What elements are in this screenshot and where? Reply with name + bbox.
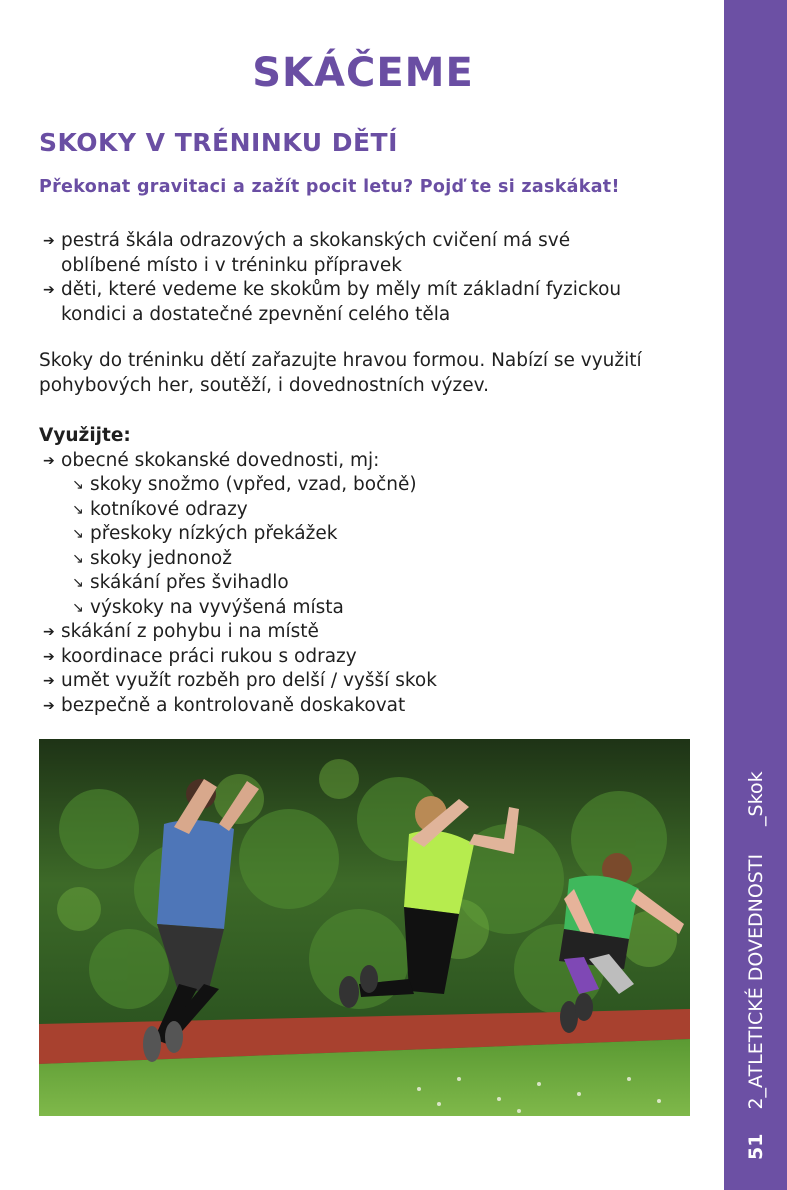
page-title: SKÁČEME bbox=[252, 50, 474, 96]
arrow-right-icon: ➔ bbox=[43, 233, 55, 249]
sub-list-item bbox=[39, 571, 709, 596]
arrow-right-icon: ➔ bbox=[43, 452, 55, 469]
arrow-down-right-icon: ↘ bbox=[72, 550, 84, 567]
sub-list-item-text: kotníkové odrazy bbox=[90, 498, 248, 520]
sub-list-item bbox=[39, 522, 709, 547]
subtitle: Překonat gravitaci a zažít pocit letu? Pojď te si zaskákat! bbox=[39, 177, 620, 197]
list-item-text: skákání z pohybu i na místě bbox=[61, 621, 319, 642]
sub-list-item bbox=[39, 473, 709, 498]
list-item bbox=[39, 645, 709, 670]
arrow-right-icon: ➔ bbox=[43, 624, 55, 640]
arrow-down-right-icon: ↘ bbox=[72, 575, 84, 591]
list-item bbox=[39, 620, 709, 645]
list-item-continuation: kondici a dostatečné zpevnění celého těla bbox=[61, 303, 451, 325]
list-item-text: bezpečně a kontrolovaně doskakovat bbox=[61, 694, 406, 716]
arrow-down-right-icon: ↘ bbox=[72, 501, 84, 518]
arrow-down-right-icon: ↘ bbox=[72, 526, 84, 542]
arrow-right-icon: ➔ bbox=[43, 648, 55, 665]
use-heading: Využijte: bbox=[39, 425, 131, 446]
list-item bbox=[39, 229, 709, 254]
sub-list-item-text: výskoky na vyvýšená místa bbox=[90, 596, 344, 618]
photo-illustration bbox=[39, 739, 690, 1116]
list-item bbox=[39, 278, 709, 303]
list-item-text: pestrá škála odrazových a skokanských cvičení má své bbox=[61, 230, 571, 251]
list-item bbox=[39, 449, 709, 474]
sub-list-item-text: přeskoky nízkých překážek bbox=[90, 523, 338, 544]
sub-list-item bbox=[39, 547, 709, 572]
page-number: 51 bbox=[745, 1133, 767, 1160]
arrow-right-icon: ➔ bbox=[43, 673, 55, 689]
list-item bbox=[39, 694, 709, 719]
sub-list-item-text: skoky snožmo (vpřed, vzad, bočně) bbox=[90, 474, 417, 495]
list-item-text: koordinace práci rukou s odrazy bbox=[61, 645, 357, 667]
sub-list-item bbox=[39, 498, 709, 523]
section-title: SKOKY V TRÉNINKU DĚTÍ bbox=[39, 128, 398, 157]
arrow-down-right-icon: ↘ bbox=[72, 599, 84, 616]
paragraph-line: Skoky do tréninku dětí zařazujte hravou formou. Nabízí se využití bbox=[39, 350, 642, 371]
list-item-text: obecné skokanské dovednosti, mj: bbox=[61, 449, 380, 471]
sub-list-item-text: skoky jednonož bbox=[90, 547, 232, 569]
use-section bbox=[39, 424, 709, 718]
arrow-down-right-icon: ↘ bbox=[72, 477, 84, 493]
jumping-children-photo bbox=[39, 739, 690, 1116]
list-item-text: umět využít rozběh pro delší / vyšší skok bbox=[61, 670, 437, 691]
intro-bullet-list bbox=[39, 229, 709, 327]
chapter-label: 2_ATLETICKÉ DOVEDNOSTI bbox=[745, 853, 767, 1110]
arrow-right-icon: ➔ bbox=[43, 282, 55, 298]
body-paragraph bbox=[39, 349, 709, 398]
side-bar-text bbox=[745, 771, 767, 1160]
arrow-right-icon: ➔ bbox=[43, 697, 55, 714]
list-item-continuation: oblíbené místo i v tréninku přípravek bbox=[61, 254, 402, 276]
section-label: _Skok bbox=[745, 771, 767, 826]
sub-list-item bbox=[39, 596, 709, 621]
sub-list-item-text: skákání přes švihadlo bbox=[90, 572, 289, 593]
paragraph-line: pohybových her, soutěží, i dovednostních výzev. bbox=[39, 374, 489, 396]
list-item-text: děti, které vedeme ke skokům by měly mít základní fyzickou bbox=[61, 279, 622, 300]
list-item bbox=[39, 669, 709, 694]
